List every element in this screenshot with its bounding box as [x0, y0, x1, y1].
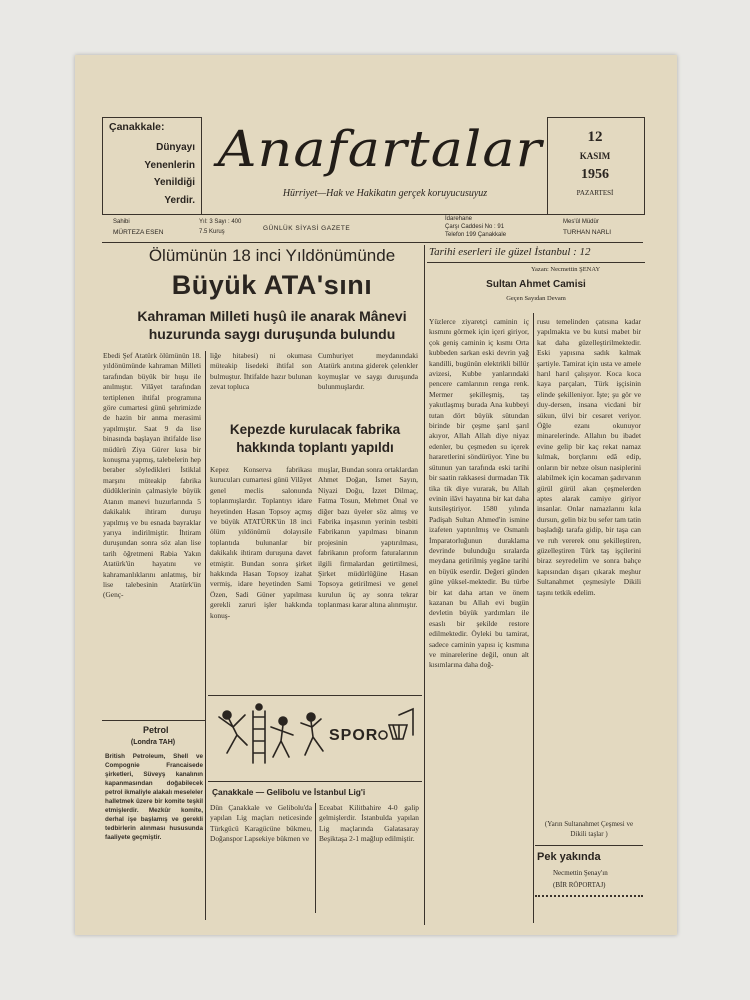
section-rule [535, 845, 643, 846]
promo-title: Pek yakında [537, 851, 601, 863]
issue-price: 7.5 Kuruş [199, 229, 225, 235]
date-day: 12 [587, 129, 603, 145]
ball-icon [256, 704, 262, 710]
serial-series-title: Tarihi eserleri ile güzel İstanbul : 12 [429, 246, 591, 258]
sports-column-1 [210, 803, 312, 913]
serial-text: Yüzlerce ziyaretçi caminin iç kısmını görmek için içeri giriyor, çok geniş caminin iç kısmı Orta kubbeden sarkan eski devrin yağ kandilli, bugünün elektrikli billür avizesi, Kubbe yanlarındaki pencere camlarının renga renk. Mermer şekilleşmiş, taş yakutlaşmış burada Ana kubbeyi tutan dört büyük sütundan birinde bir çeşme şarıl şarıl akıyor, Allah Allah diye niyaz edenler, bu çeşmeden su içerek hararetlerini söndürüyor. Yine bu sütunun yan tarafında eski tarihi bir saatin rakkasesi durmadan Tik tika tik diye vurarak, bu Allah evinin ilâvi hayatına bir kat daha kutsileştiriyor. 1580 yılında Padişah Sultan Ahmed'in ismine izafeten yaptırılmış ve Osmanlı İmparatorluğunun duraklama devrinde bulunduğu sıralarda meydana getirilmiş yegâne tarihi en büyük eserdir. Değeri günden güne yüksel-mektedir. Bu türbe bir kat daha artan ve önem kazanan bu Allah evi bugün devletin büyük yardımları ile esaslı bir şekilde restore edilmektedir. Öyleki bu tamirat, sadece caminin yapısı iç kısmına ve minarelerine değil, onun alt kısımlarına daha doğ- [429, 317, 529, 670]
column-rule [205, 351, 206, 729]
ear-line: Dünyayı [156, 142, 195, 153]
serial-title: Sultan Ahmet Camisi [486, 279, 586, 290]
sports-headline: Çanakkale — Gelibolu ve İstanbul Lig'i [212, 787, 366, 797]
date-year: 1956 [581, 167, 609, 182]
sports-column-2 [319, 803, 419, 913]
promo-line: Necmettin Şenay'ın [553, 869, 608, 877]
left-ear-slogan [109, 139, 195, 209]
factory-story-text: muşlar, Bundan sonra ortaklardan Ahmet Doğan, İsmet Sayın, Niyazi Doğu, İzzet Dilmaç, Fatma Tosun, Mehmet Önal ve diğer bazı üyeler söz almış ve Fabrika inşasının yerinin tesbiti Fabrikanın yapılması binanın projesinin yaptırılması, fabrikanın proform faturalarının ilgili firmalardan getirtilmesi, Şirket müdürlüğüne Hasan Topsoya getirilmesi ve genel kurulun üç ay sonra tekrar toplanması karar altına alınmıştır. [318, 465, 418, 610]
office-line: Telefon 199 Çanakkale [445, 232, 507, 238]
owner-name: MÜRTEZA ESEN [113, 229, 164, 236]
editor-label: Mes'ûl Müdür [563, 219, 599, 225]
section-rule [208, 695, 422, 696]
section-rule [427, 262, 645, 263]
main-story-column-2 [210, 351, 312, 413]
issue-number: Yıl: 3 Sayı : 400 [199, 219, 242, 225]
main-headline: Büyük ATA'sını [171, 270, 373, 300]
column-rule [424, 245, 425, 925]
serial-continued: Geçen Sayıdan Devam [506, 295, 566, 302]
office-line: Çarşı Caddesi No : 91 [445, 224, 505, 230]
date-weekday: PAZARTESİ [576, 189, 614, 197]
main-story-text: Cumhuriyet meydanındaki Atatürk anıtına giderek çelenkler koymuşlar ve saygı duruşunda bulunmuşlardır. [318, 351, 418, 392]
date-month: KASIM [579, 151, 611, 161]
serial-next-note: (Yarın Sultanahmet Çeşmesi ve Dikili taşlar ) [544, 820, 634, 838]
newspaper-page [75, 55, 677, 935]
footballer-icon [271, 717, 293, 757]
main-story-text: liğe hitabesi) ni okuması müteakip lisedeki ihtifal son bulmuştur. İhtifalde hazır bulunan zevat topluca [210, 351, 312, 392]
ear-line: Yenenlerin [144, 159, 195, 171]
net-icon [253, 711, 265, 763]
sports-illustration [213, 701, 418, 771]
editor-name: TURHAN NARLI [563, 229, 612, 236]
column-rule [533, 313, 534, 923]
column-rule [205, 720, 206, 920]
serial-text: rusu temelinden çatısına kadar yapılmakta ve bu kutsi mabet bir kat daha güzelleştirilmektedir. Eski yapısına sadık kalmak şartiyle. Tamirat için usta ve amele harıl harıl çalışıyor. Koca koca kaya parçaları, Türk işçisinin elinde şekilleniyor. İşte; şu gör ve duy-dersen, insana vicdani bir sükun, ülvi bir cesaret veriyor. Öğle ezanı okunuyor minarelerinde. Allahın bu ibadet evine gelip bir kaç rekat namaz kılmak, borçlarını edâ edip, onların bir nebze olsun nasiplerini alabilmek için kocaman şadırvanın gürül gürül akan çeşmelerden aptes alarak camiye giriyor insanlar. Onlar namazlarını kıla dursun, gelin biz bu sefer tam tatin başladığı tarafa gidip, bir taşa can ve ruh vererek onu şekilleştiren, güzelleştiren Türk taş işçilerini biraz seyredelim ve sonra bahçe kapısından dışarı çıkarak meşhur Sultanahmet çeşmesiyle Dikili taşını tetkik edelim. [537, 317, 641, 597]
ear-line: Yenildiği [153, 177, 195, 188]
sports-text: Eceabat Kilitbahire 4-0 galip gelmişlerdir. İstanbulda yapılan Lig maçlarında Galatasaray Beşiktaşa 2-1 mağlup edilmiştir. [319, 803, 419, 844]
factory-story-column-1 [210, 465, 312, 693]
newspaper-name: Anafartalar [217, 120, 543, 178]
basketball-icon [379, 731, 387, 739]
section-rule [208, 781, 422, 782]
left-ear-title: Çanakkale: [109, 121, 165, 133]
petrol-text [105, 752, 203, 912]
main-subhead: Kahraman Milleti huşû ile anarak Mânevi [137, 308, 407, 324]
serial-byline: Yazan: Necmettin ŞENAY [531, 266, 601, 273]
main-kicker: Ölümünün 18 inci Yıldönümünde [148, 246, 396, 265]
serial-column-2 [537, 317, 641, 817]
main-story-column-3 [318, 351, 418, 413]
serial-column-1 [429, 317, 529, 913]
paper-type: GÜNLÜK SİYASİ GAZETE [263, 225, 351, 232]
main-subhead: huzurunda saygı duruşunda bulundu [148, 326, 396, 342]
owner-label: Sahibi [113, 219, 130, 225]
section-rule [102, 720, 206, 721]
volleyball-player-icon [219, 711, 247, 753]
section-rule [535, 895, 643, 897]
info-bar-rule-bottom [102, 242, 643, 243]
petrol-dateline: (Londra TAH) [130, 739, 176, 746]
sports-label: SPOR [329, 727, 379, 744]
info-bar-rule-top [102, 214, 643, 215]
factory-story-text: Kepez Konserva fabrikası kurucuları cumartesi günü Vilâyet genel meclis salonunda toplanmışlardır. Toplantıyı idare heyetinden Hasan Topsoy açmış ve büyük ATATÜRK'ün 18 inci ölüm yıldönümü dolayısile toplantıda bulunanlar bir dakikalık ihtiram duruşuna davet etmiştir. Bundan sonra şirket hakkında Hasan Topsoy izahat vermiş, idare heyetinden Sami Özen, Sadi Güner yapılması gerekli zaruri işler hakkında konuş- [210, 465, 312, 620]
column-rule [315, 803, 316, 913]
factory-story-column-2 [318, 465, 418, 693]
petrol-body: British Petroleum, Shell ve Compognie Francaisede şirketleri, Süveyş kanalının kapanmasından doğabilecek petrol ikmaliyle alakalı meseleler halletmek üzere bir komite teşkil etmişlerdir. Mezkûr komite, derhal işe başlamış ve gerekli tedbirlerin alınması hususunda faaliyete geçmiştir. [105, 753, 203, 841]
basketball-hoop-icon [389, 709, 413, 739]
office-line: İdarehane [445, 216, 473, 222]
sports-text: Dün Çanakkale ve Gelibolu'da yapılan Lig maçları neticesinde Türkgücü Karagücüne bükmeu, Doğanspor Lapsekiye bükmen ve [210, 803, 312, 844]
runner-icon [301, 713, 323, 755]
factory-headline: hakkında toplantı yapıldı [236, 440, 394, 455]
main-story-column-1 [103, 351, 201, 729]
petrol-title: Petrol [143, 725, 169, 735]
promo-line: (BİR RÖPORTAJ) [553, 881, 606, 889]
factory-headline: Kepezde kurulacak fabrika [229, 422, 401, 437]
newspaper-motto: Hürriyet—Hak ve Hakikatın gerçek koruyucusuyuz [282, 188, 488, 199]
ear-line: Yerdir. [164, 194, 195, 206]
main-story-text: Ebedi Şef Atatürk ölümünün 18. yıldönümünde kahraman Milleti tarafından büyük bir huşu ile anılmıştır. Vilâyet tarafından tertiplenen ihtifal programına göre cumartesi günü şehrimizde de hazin bir anma merasimi yapılmıştır. Saat 9 da lise binasında başlayan ihtifalde lise müdürü Ziya Gürer kısa bir konuşma yapmış, talebelerin hep beraber söyledikleri İstiklal marşını müteakip fabrika düdüklerinin çalmasiyle büyük Atanın manevi huzurlarında 5 dakikalık ihtiram duruşu yapılmış ve bu esnada bayraklar yarıya indirilmiştir. İhtiram duruşundan sonra söz alan lise tarih öğretmeni Rabia Yakın Atatürk'ün hayatını ve kahramanlıklarını anlatmış, bir lise talebesinin Atatürk'ün (Genç- [103, 351, 201, 600]
